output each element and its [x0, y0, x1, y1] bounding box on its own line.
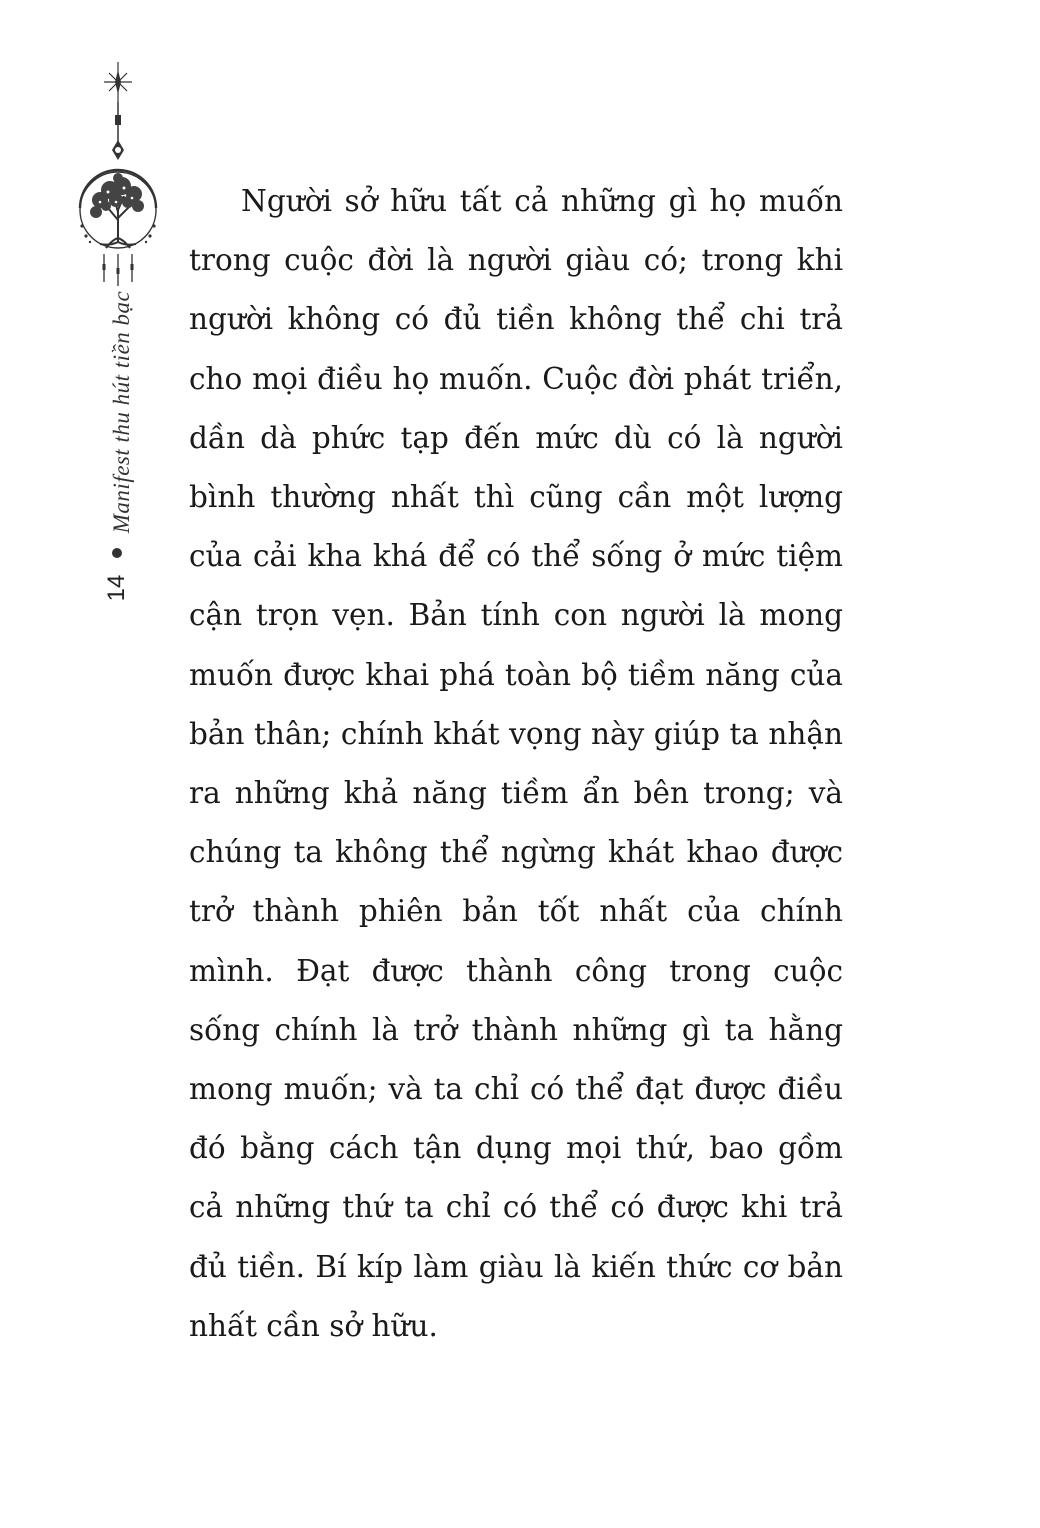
page-number: 14: [103, 574, 130, 602]
tree-of-life-icon: [70, 60, 170, 300]
body-paragraph-text: Người sở hữu tất cả những gì họ muốn trong cuộc đời là người giàu có; trong khi người không có đủ tiền không thể chi trả cho mọi điều họ muốn. Cuộc đời phát triển, dần dà phức tạp đến mức dù có là người bình thường nhất thì cũng cần một lượng của cải kha khá để có thể sống ở mức tiệm cận trọn vẹn. Bản tính con người là mong muốn được khai phá toàn bộ tiềm năng của bản thân; chính khát vọng này giúp ta nhận ra những khả năng tiềm ẩn bên trong; và chúng ta không thể ngừng khát khao được trở thành phiên bản tốt nhất của chính mình. Đạt được thành công trong cuộc sống chính là trở thành những gì ta hằng mong muốn; và ta chỉ có thể đạt được điều đó bằng cách tận dụng mọi thứ, bao gồm cả những thứ ta chỉ có thể có được khi trả đủ tiền. Bí kíp làm giàu là kiến thức cơ bản nhất cần sở hữu.: [189, 184, 843, 1343]
body-paragraph: [189, 172, 843, 1356]
separator-dot: [112, 548, 122, 558]
running-title: Manifest thu hút tiền bạc: [109, 290, 134, 534]
